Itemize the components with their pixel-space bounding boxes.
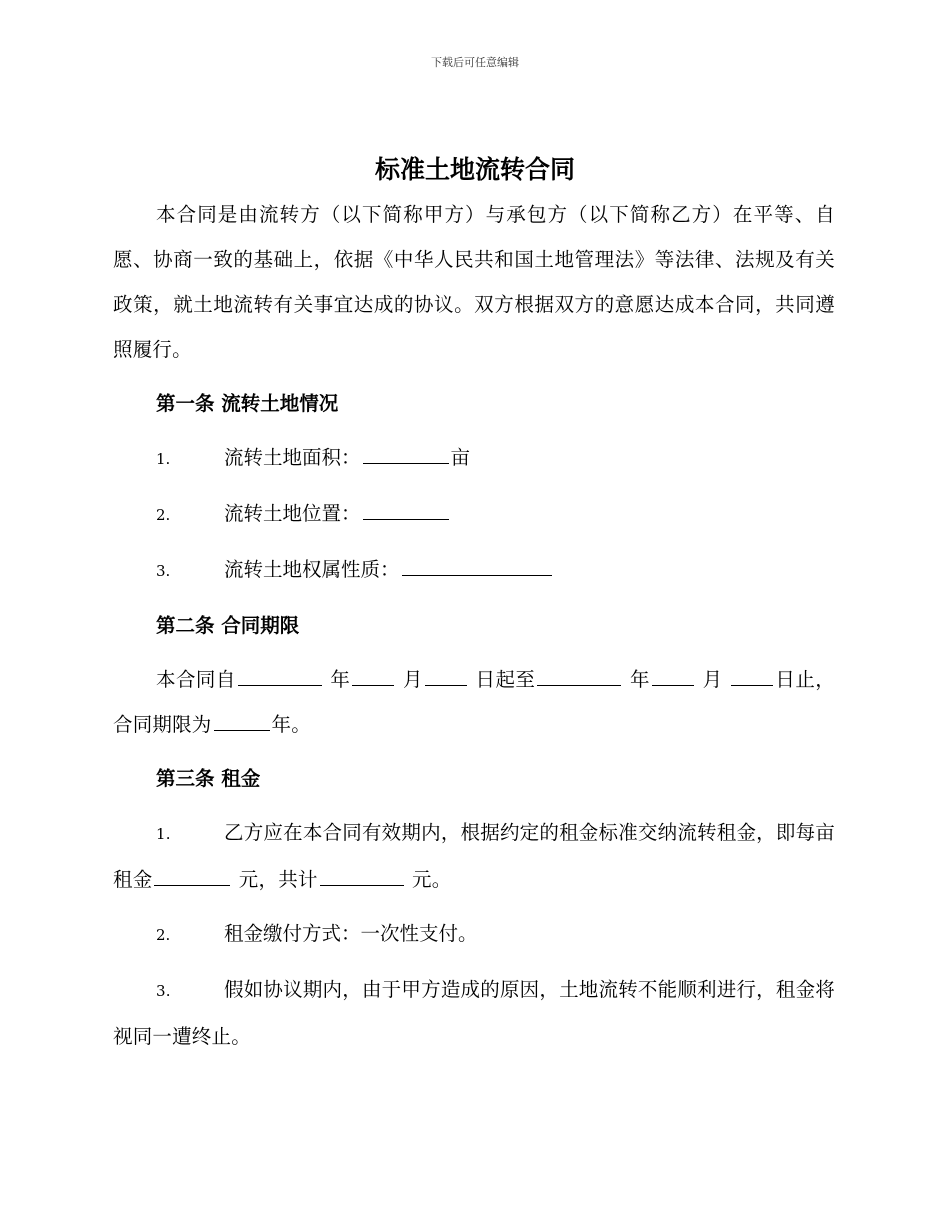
text-segment: 假如协议期内，由于甲方造成的原因，土地流转不能顺利进行，租金将视同一遭终止。 xyxy=(113,978,835,1048)
text-segment: 日止，合同期限为 xyxy=(113,668,835,736)
fill-blank xyxy=(363,449,449,464)
item-number: 3. xyxy=(156,562,171,580)
text-segment: 本合同自 xyxy=(156,668,236,691)
text-segment: 月 xyxy=(695,668,730,691)
fill-blank xyxy=(154,871,230,886)
text-segment: 乙方应在本合同有效期内，根据约定的租金标准交纳流转租金，即每亩租金 xyxy=(113,821,835,891)
fill-blank xyxy=(402,561,552,576)
article-2-heading: 第二条 合同期限 xyxy=(156,614,300,637)
document-title: 标准土地流转合同 xyxy=(374,155,575,184)
fill-blank xyxy=(537,671,621,686)
text-segment: 年 xyxy=(623,668,650,691)
item-number: 3. xyxy=(156,982,171,1000)
item-text: 租金缴付方式：一次性支付。 xyxy=(224,922,478,945)
article-1-item-1 xyxy=(113,435,835,482)
item-number: 1. xyxy=(156,450,171,468)
article-3-heading: 第三条 租金 xyxy=(156,767,261,790)
article-3-item-1 xyxy=(113,810,835,902)
document-body xyxy=(113,192,835,1059)
text-segment: 月 xyxy=(396,668,423,691)
article-1-item-2 xyxy=(113,491,835,538)
fill-blank xyxy=(214,716,270,731)
item-number: 2. xyxy=(156,506,171,524)
fill-blank xyxy=(731,671,773,686)
text-segment: 元。 xyxy=(405,868,452,891)
article-1-heading: 第一条 流转土地情况 xyxy=(156,392,339,415)
article-1-item-3 xyxy=(113,547,835,594)
fill-blank xyxy=(238,671,322,686)
item-label: 流转土地权属性质： xyxy=(224,558,400,581)
text-segment: 日起至 xyxy=(468,668,536,691)
fill-blank xyxy=(363,505,449,520)
article-3-item-2 xyxy=(113,911,835,958)
fill-blank xyxy=(352,671,394,686)
item-label: 流转土地位置： xyxy=(224,502,361,525)
article-2-paragraph xyxy=(113,657,835,747)
text-segment: 元，共计 xyxy=(232,868,318,891)
item-number: 1. xyxy=(156,825,171,843)
article-3-item-3 xyxy=(113,967,835,1059)
fill-blank xyxy=(652,671,694,686)
item-suffix: 亩 xyxy=(450,446,471,469)
intro-paragraph: 本合同是由流转方（以下简称甲方）与承包方（以下简称乙方）在平等、自愿、协商一致的基础上，依据《中华人民共和国土地管理法》等法律、法规及有关政策，就土地流转有关事宜达成的协议。双方根据双方的意愿达成本合同，共同遵照履行。 xyxy=(113,203,835,361)
item-label: 流转土地面积： xyxy=(224,446,361,469)
item-number: 2. xyxy=(156,926,171,944)
fill-blank xyxy=(320,871,404,886)
text-segment: 年。 xyxy=(271,713,311,736)
text-segment: 年 xyxy=(323,668,351,691)
fill-blank xyxy=(425,671,467,686)
header-note: 下载后可任意编辑 xyxy=(431,56,519,69)
